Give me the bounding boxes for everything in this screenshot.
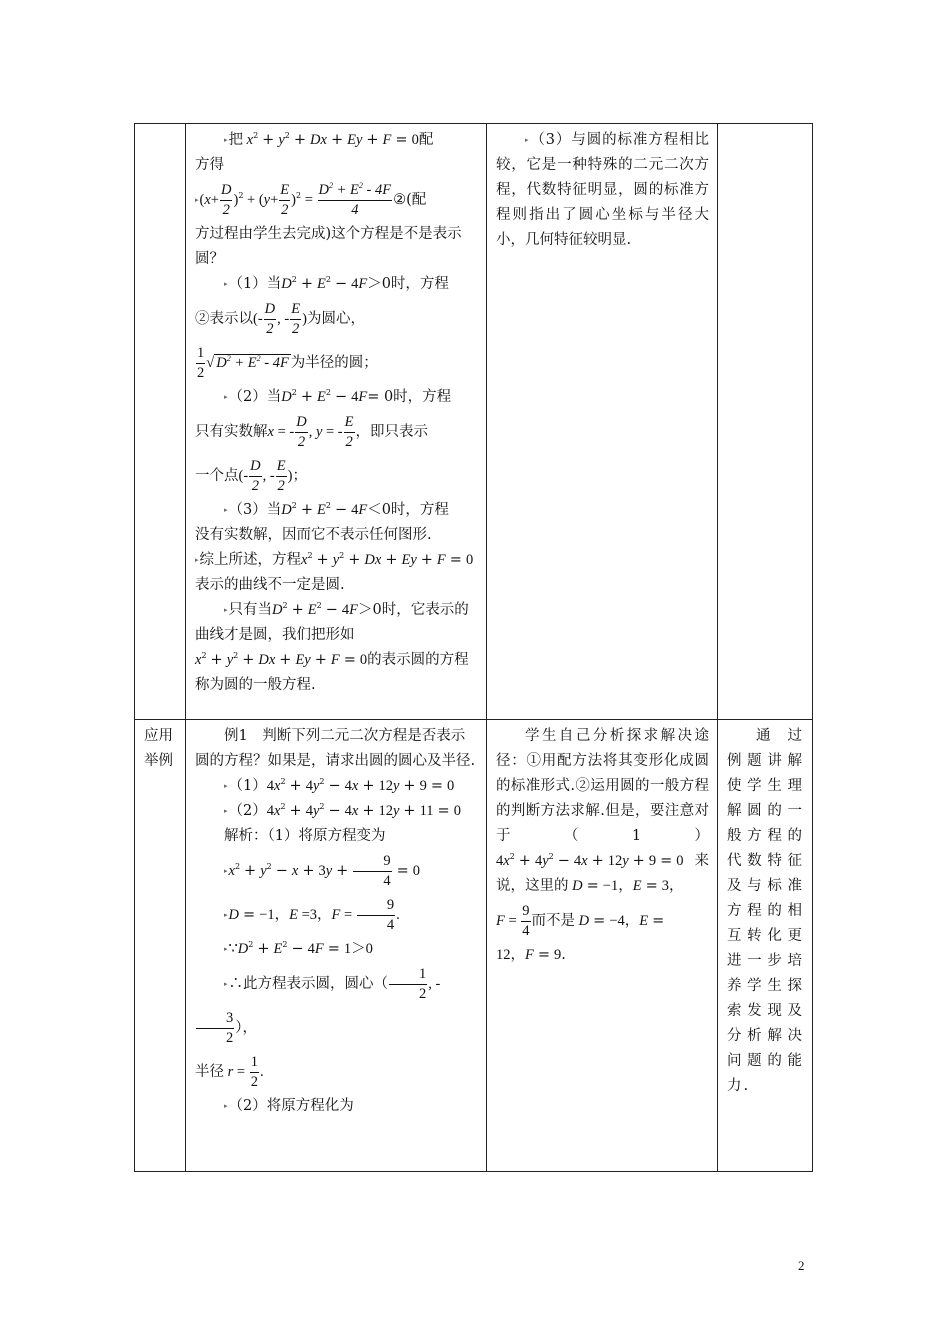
student-activity-cell xyxy=(487,720,718,1172)
content-cell xyxy=(186,124,487,720)
text-line: 12，F = 9. xyxy=(496,947,566,963)
text-line: 解析：（1）将原方程变为 xyxy=(224,828,386,844)
text-line: ▸（1）当$D^2 + E^2 - 4F>0$时，方程 xyxy=(224,275,449,292)
formula-line: $▸x^2 + y^2 - x + 3y$ + $\frac{9}{4}$ = 0 xyxy=(224,852,420,889)
text-line: ▸综上所述，方程$x^2 + y^2 + Dx + Ey + F = 0$表示的曲线不一定是圆. xyxy=(195,551,474,593)
formula-line: 半径 r = $\frac{1}{2}$ . xyxy=(195,1053,264,1090)
text-line: 没有实数解，因而它不表示任何图形. xyxy=(195,527,432,543)
formula-line: F = $\frac{9}{4}$ 而不是 D = −4，E = xyxy=(496,902,665,939)
table-row xyxy=(135,720,813,1172)
text-line: 方过程由学生去完成)这个方程是不是表示圆？ xyxy=(195,226,462,267)
text-line: 通过例题讲解使学生理解圆的一般方程的代数特征及与标准方程的相互转化更进一步培养学生探索发现及分析解决问题的能力. xyxy=(727,728,804,1094)
stage-cell xyxy=(135,720,186,1172)
formula-line: ▸∴此方程表示圆，圆心（ $\frac{1}{2}$ , - $\frac{3}{2}$ ）， xyxy=(195,962,478,1050)
text-line: ▸只有当$D^2 + E^2 - 4F>0$时，它表示的曲线才是圆，我们把形如 $x^2 + y^2 + Dx + Ey + F = 0$的表示圆的方程称为圆的一般方程. xyxy=(195,601,469,693)
formula-line: ▸(x+ $\frac{D}{2}$ )$^2$ + (y+ $\frac{E}{2}$ )$^2$ = $\frac{D^2 + E^2 - 4F}{4}$ ②(配 xyxy=(195,180,427,218)
equation-line: $▸(1)4x^2 + 4y^2 - 4x + 12y + 9 = 0$ xyxy=(224,777,455,794)
stage-label: 应用举例 xyxy=(144,728,173,769)
equation-line: $▸(2)4x^2 + 4y^2 - 4x + 12y + 11 = 0$ xyxy=(224,802,461,819)
design-intent-cell xyxy=(718,124,813,720)
formula-line: ▸D = −1，E =3，F = $\frac{9}{4}$ . xyxy=(224,896,400,933)
page-number: 2 xyxy=(798,1258,805,1273)
formula-line: 一个点(- $\frac{D}{2}$ , - $\frac{E}{2}$ )； xyxy=(195,457,307,494)
text-line: ▸（3）当$D^2 + E^2 - 4F<0$时，方程 xyxy=(224,501,449,518)
text-line: ▸（3）与圆的标准方程相比较，它是一种特殊的二元二次方程，代数特征明显，圆的标准方程则指出了圆心坐标与半径大小，几何特征较明显. xyxy=(496,132,709,248)
formula-line: $\frac{1}{2}$ √ $D^2 + E^2 - 4F$ 为半径的圆； xyxy=(197,344,378,381)
stage-cell xyxy=(135,124,186,720)
text-line: 学生自己分析探求解决途径：①用配方法将其变形化成圆的标准形式.②运用圆的一般方程的判断方法求解.但是，要注意对于$(1)4x^2 + 4y^2 - 4x + 12y + 9 = 0$来说，这里的 D = −1，E = 3， xyxy=(496,728,709,894)
formula-line: ②表示以(- $\frac{D}{2}$ , - $\frac{E}{2}$ )为圆心， xyxy=(195,300,365,337)
text-line: ▸（2）当$D^2 + E^2 - 4F= 0$时，方程 xyxy=(224,388,452,405)
design-intent-cell xyxy=(718,720,813,1172)
text-line: ▸（2）将原方程化为 xyxy=(224,1098,354,1114)
text-line: $▸\because D^2 + E^2 - 4F = 1>0$ xyxy=(224,940,373,957)
table-row xyxy=(135,124,813,720)
content-cell xyxy=(186,720,487,1172)
student-activity-cell xyxy=(487,124,718,720)
formula-line: 只有实数解x = - $\frac{D}{2}$ , y = - $\frac{E}{2}$ ，即只表示 xyxy=(195,413,428,450)
text-line: 方得 xyxy=(195,157,224,173)
text-line: ▸把 $x^2 + y^2 + Dx + Ey + F = 0$配 xyxy=(224,131,434,148)
lesson-table xyxy=(134,123,813,1172)
example-title: 例1 判断下列二元二次方程是否表示圆的方程？如果是，请求出圆的圆心及半径. xyxy=(195,728,476,769)
